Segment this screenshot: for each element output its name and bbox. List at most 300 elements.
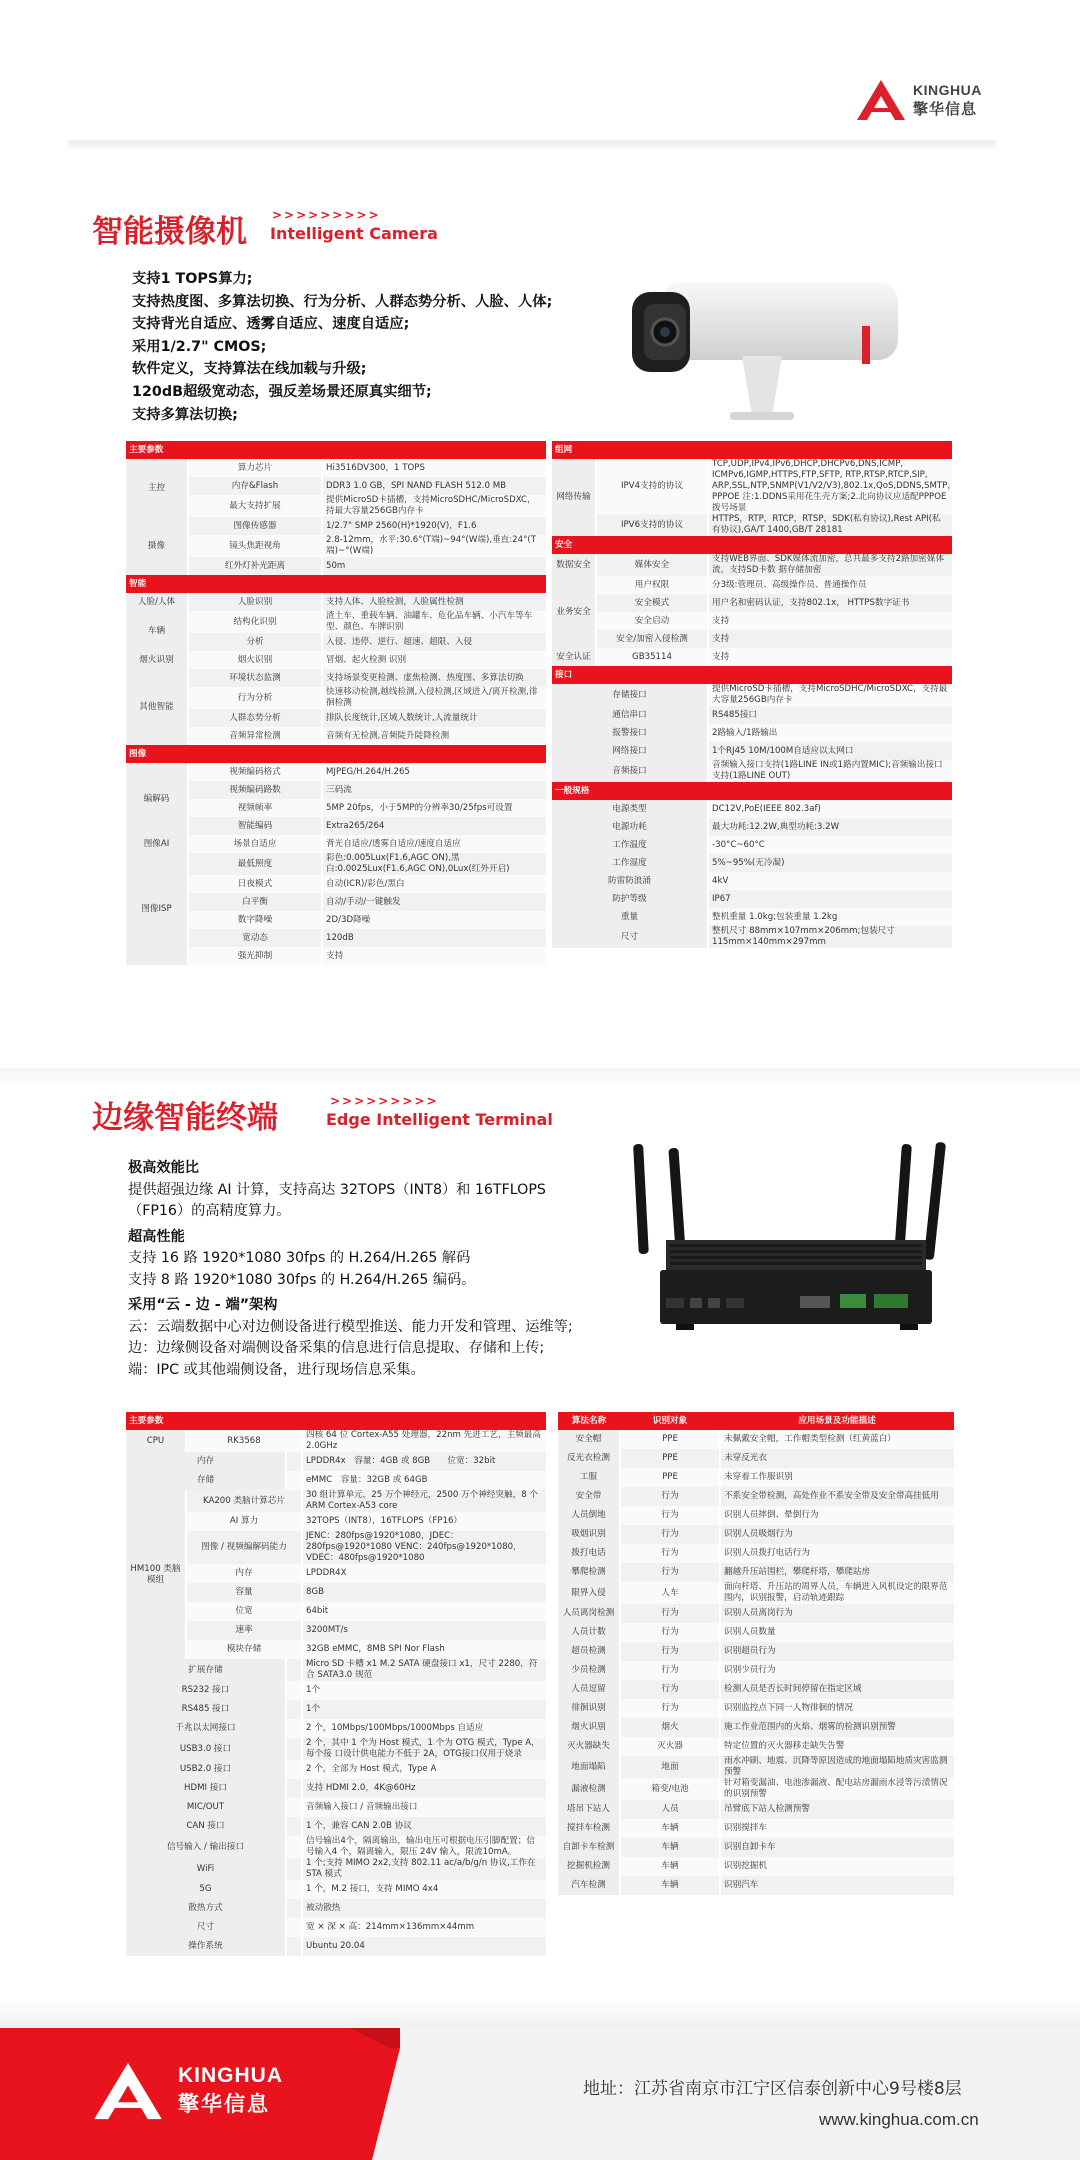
row-value: 2.8-12mm，水平:30.6°(T端)~94°(W端),垂直:24°(T端)~°(W端) [322,535,546,557]
table-row [126,1858,546,1880]
row-value: 1个 [302,1700,546,1719]
scenario-description: 识别少员行为 [720,1661,954,1680]
scenario-description: 识别人员离岗行为 [720,1604,954,1623]
row-label: 媒体安全 [596,554,708,576]
row-value: 5%~95%(无冷凝) [708,854,952,872]
table-row [552,742,952,760]
table-row [558,1756,954,1778]
row-label: GB35114 [596,648,708,666]
table-row [126,835,546,853]
row-value: 50m [322,557,546,575]
edge-arrows: >>>>>>>>> [330,1094,439,1108]
algorithm-name: 拨打电话 [558,1544,620,1563]
row-spacer [286,1858,302,1880]
table-row [552,908,952,926]
row-value: 整机尺寸 88mm×107mm×206mm;包装尺寸 115mm×140mm×297mm [708,926,952,948]
row-value: 音频有无检测,音频陡升陡降检测 [322,727,546,745]
scenario-description: 识别超员行为 [720,1642,954,1661]
table-row [126,709,546,727]
table-row [558,1544,954,1563]
algorithm-name: 人员计数 [558,1623,620,1642]
table-row [552,554,952,576]
row-value: 支持 [322,947,546,965]
desc-heading: 极高效能比 [128,1160,199,1176]
row-group-label: 其他智能 [126,669,188,745]
algorithm-name: 超员检测 [558,1642,620,1661]
recognition-object: 行为 [620,1642,720,1661]
camera-features [132,268,552,426]
row-label: 工作温度 [552,836,708,854]
table-section-header [552,782,952,800]
recognition-object: 行为 [620,1699,720,1718]
row-label: 速率 [186,1621,302,1640]
table-row [126,1602,546,1621]
row-spacer [286,1817,302,1836]
table-row [558,1661,954,1680]
row-value: Ubuntu 20.04 [302,1937,546,1956]
table-row [126,1880,546,1899]
row-label: 烟火识别 [188,651,322,669]
table-row [552,836,952,854]
table-row [558,1819,954,1838]
brand-en: KINGHUA [913,81,982,98]
algorithm-name: 安全带 [558,1487,620,1506]
row-label: 音频异常检测 [188,727,322,745]
section-title: 图像 [126,745,546,763]
camera-spec-table-left [126,441,546,965]
scenario-description: 识别挖掘机 [720,1857,954,1876]
algorithm-name: 徘徊识别 [558,1699,620,1718]
row-label: CPU [126,1430,186,1452]
table-row [552,514,952,536]
table-row [126,1640,546,1659]
row-value: 用户名和密码认证，支持802.1x， HTTPS数字证书 [708,594,952,612]
row-group-label: 编解码 [126,763,188,835]
row-value: 背光自适应/透雾自适应/速度自适应 [322,835,546,853]
row-spacer [286,1899,302,1918]
table-row [126,893,546,911]
row-label: 白平衡 [188,893,322,911]
table-row [552,612,952,630]
row-value: 提供MicroSD卡插槽，支持MicroSDHC/MicroSDXC，持最大容量256GB内存卡 [322,495,546,517]
table-row [126,911,546,929]
scenario-description: 检测人员是否长时间停留在指定区域 [720,1680,954,1699]
desc-line: 支持 16 路 1920*1080 30fps 的 H.264/H.265 解码 [128,1250,471,1266]
row-value: HTTPS，RTP，RTCP，RTSP，SDK(私有协议),Rest API(私有协议),GA/T 1400,GB/T 28181 [708,514,952,536]
row-value: 提供MicroSD卡插槽，支持MicroSDHC/MicroSDXC，支持最大容量256GB内存卡 [708,684,952,706]
row-value: 支持 [708,612,952,630]
row-value: 排队长度统计,区域人数统计,人流量统计 [322,709,546,727]
row-value: 入侵、违停、逆行、超速、超限、入侵 [322,633,546,651]
row-label: 强光抑制 [188,947,322,965]
row-label: 存储 [126,1471,286,1490]
feature-line: 支持多算法切换; [132,406,238,423]
table-row [126,593,546,611]
row-value: 冒烟、起火检测 识别 [322,651,546,669]
recognition-object: 车辆 [620,1819,720,1838]
row-group-label: 摄像 [126,517,188,575]
row-value: 支持 HDMI 2.0，4K@60Hz [302,1779,546,1798]
recognition-object: 行为 [620,1661,720,1680]
row-value: DC12V,PoE(IEEE 802.3af) [708,800,952,818]
recognition-object: 灭火器 [620,1737,720,1756]
row-value: LPDDR4X [302,1564,546,1583]
row-label: 工作湿度 [552,854,708,872]
row-spacer [286,1659,302,1681]
scenario-description: 识别自卸卡车 [720,1838,954,1857]
row-label: RS232 接口 [126,1681,286,1700]
brand-zh: 擎华信息 [913,99,978,118]
row-value: 三码流 [322,781,546,799]
algorithm-name: 工服 [558,1468,620,1487]
row-value: TCP,UDP,IPv4,IPv6,DHCP,DHCPv6,DNS,ICMP, ICMPv6,IGMP,HTTPS,FTP,SFTP, RTP,RTSP,RTCP,SIP, ARP,SSL,NTP,SNMP(V1/V2/V3),802.1x,QoS,DDNS,SMTP，PPPOE 注:1.DDNS采用花生壳方案;2.北向协议应适配PPPOE拨号场景 [708,459,952,514]
scenario-description: 未穿反光衣 [720,1449,954,1468]
row-label: 视频编码路数 [188,781,322,799]
row-value: 音频输入接口支持(1路LINE IN或1路内置MIC);音频输出接口支持(1路LINE OUT) [708,760,952,782]
recognition-object: 地面 [620,1756,720,1778]
row-label: 内存&Flash [188,477,322,495]
table-row [558,1563,954,1582]
table-row [552,890,952,908]
section-title: 主要参数 [126,1412,546,1430]
row-value: 2 个，全部为 Host 模式，Type A [302,1760,546,1779]
table-row [558,1778,954,1800]
column-header: 应用场景及功能描述 [720,1412,954,1430]
row-value: 32GB eMMC，8MB SPI Nor Flash [302,1640,546,1659]
row-group-label: 主控 [126,459,188,517]
row-value: Hi3516DV300，1 TOPS [322,459,546,477]
recognition-object: 人车 [620,1582,720,1604]
row-label: 图像 / 视频编解码能力 [186,1531,302,1564]
top-divider [68,140,996,149]
scenario-description: 识别人员摔倒、晕倒行为 [720,1506,954,1525]
row-value: 1个 [302,1681,546,1700]
row-label: 结构化识别 [188,611,322,633]
section-title: 智能 [126,575,546,593]
algorithm-name: 搅拌车检测 [558,1819,620,1838]
table-row [558,1525,954,1544]
table-row [126,557,546,575]
row-label: 电源类型 [552,800,708,818]
kinghua-logo-icon [855,78,907,122]
feature-line: 支持1 TOPS算力; [132,271,253,287]
row-group-label: 业务安全 [552,576,596,648]
desc-heading: 超高性能 [128,1228,185,1245]
row-label: 位宽 [186,1602,302,1621]
row-label: AI 算力 [186,1512,302,1531]
header-logo [855,78,982,122]
table-row [126,651,546,669]
row-value: Extra265/264 [322,817,546,835]
algorithm-name: 烟火识别 [558,1718,620,1737]
row-label: RS485 接口 [126,1700,286,1719]
row-value: MJPEG/H.264/H.265 [322,763,546,781]
scenario-description: 翻越升压站围栏，攀爬杆塔，攀爬站房 [720,1563,954,1582]
row-spacer [286,1452,302,1471]
edge-title-en: Edge Intelligent Terminal [326,1110,553,1129]
recognition-object: 行为 [620,1604,720,1623]
row-label: USB2.0 接口 [126,1760,286,1779]
desc-line: 端：IPC 或其他端侧设备，进行现场信息采集。 [128,1361,425,1378]
table-row [558,1487,954,1506]
row-label: 存储接口 [552,684,708,706]
row-label: 电源功耗 [552,818,708,836]
row-value: 64bit [302,1602,546,1621]
row-value: 快速移动检测,越线检测,入侵检测,区域进入/离开检测,徘徊检测 [322,687,546,709]
row-value: 支持WEB界面、SDK媒体流加密，总共最多支持2路加密媒体流，支持SD卡数 据存储加密 [708,554,952,576]
footer-brand-zh: 擎华信息 [178,2092,270,2116]
row-label: 日夜模式 [188,875,322,893]
scenario-description: 特定位置的灭火器移走缺失告警 [720,1737,954,1756]
algorithm-name: 塔吊下站人 [558,1800,620,1819]
table-row [126,947,546,965]
table-row [126,1937,546,1956]
table-row [126,633,546,651]
row-label: 视频帧率 [188,799,322,817]
table-row [558,1604,954,1623]
table-row [126,781,546,799]
row-spacer [286,1918,302,1937]
row-label: 内存 [186,1564,302,1583]
table-row [126,1836,546,1858]
row-value: 1 个，M.2 接口，支持 MIMO 4x4 [302,1880,546,1899]
table-row [126,1899,546,1918]
row-value: 3200MT/s [302,1621,546,1640]
table-row [126,1452,546,1471]
edge-terminal-image-icon [630,1140,960,1370]
table-row [558,1506,954,1525]
row-value: 四核 64 位 Cortex-A55 处理器，22nm 先进工艺，主频最高 2.0GHz [302,1430,546,1452]
row-value: RS485接口 [708,706,952,724]
table-row [126,875,546,893]
table-row [126,495,546,517]
table-row [552,594,952,612]
table-row [126,459,546,477]
row-value: eMMC 容量：32GB 或 64GB [302,1471,546,1490]
recognition-object: 烟火 [620,1718,720,1737]
row-value: Micro SD 卡槽 x1 M.2 SATA 硬盘接口 x1，尺寸 2280，符合 SATA3.0 规范 [302,1659,546,1681]
row-value: 30 组计算单元，25 万个神经元，2500 万个神经突触，8 个ARM Cortex-A53 core [302,1490,546,1512]
recognition-object: 人员 [620,1800,720,1819]
edge-title: 边缘智能终端 [92,1100,278,1136]
row-value: 信号输出4个，隔离输出，输出电压可根据电压引脚配置；信号输入4 个，隔离输入，限压 24V 输入，限流10mA。 [302,1836,546,1858]
row-value: 4kV [708,872,952,890]
table-row [126,1659,546,1681]
row-model: RK3568 [186,1430,302,1452]
table-row [126,799,546,817]
row-group-label: 数据安全 [552,554,596,576]
algorithm-name: 吸烟识别 [558,1525,620,1544]
desc-heading: 采用“云 - 边 - 端”架构 [128,1297,278,1313]
table-row [558,1623,954,1642]
table-section-header [126,745,546,763]
row-value: 自动/手动/一键触发 [322,893,546,911]
row-label: 操作系统 [126,1937,286,1956]
table-row [552,630,952,648]
row-value: 支持场景变更检测、虚焦检测、热度图、多算法切换 [322,669,546,687]
row-spacer [286,1719,302,1738]
recognition-object: 行为 [620,1525,720,1544]
table-row [126,1738,546,1760]
row-label: 散热方式 [126,1899,286,1918]
recognition-object: 行为 [620,1506,720,1525]
row-value: 2 个，10Mbps/100Mbps/1000Mbps 自适应 [302,1719,546,1738]
recognition-object: PPE [620,1430,720,1449]
algorithm-name: 挖掘机检测 [558,1857,620,1876]
row-label: 5G [126,1880,286,1899]
table-row [552,459,952,514]
row-label: WiFi [126,1858,286,1880]
section-title: 组网 [552,441,952,459]
recognition-object: 箱变/电池 [620,1778,720,1800]
table-row [126,535,546,557]
row-value: 被动散热 [302,1899,546,1918]
row-value: 支持 [708,648,952,666]
row-label: 宽动态 [188,929,322,947]
scenario-description: 不系安全带检测，高处作业不系安全带及安全带高挂低用 [720,1487,954,1506]
row-label: 人脸识别 [188,593,322,611]
scenario-description: 识别人员吸烟行为 [720,1525,954,1544]
algorithm-name: 自卸卡车检测 [558,1838,620,1857]
row-group-label: 图像AI [126,835,188,853]
row-value: 2 个，其中 1 个为 Host 模式，1 个为 OTG 模式，Type A，每个接 口设计供电能力不低于 2A，OTG接口仅用于烧录 [302,1738,546,1760]
table-row [552,872,952,890]
row-label: 行为分析 [188,687,322,709]
row-spacer [286,1880,302,1899]
table-row [126,517,546,535]
table-row [558,1876,954,1895]
table-header-row [558,1412,954,1430]
table-row [126,611,546,633]
table-row [126,1471,546,1490]
recognition-object: PPE [620,1468,720,1487]
table-row [126,1918,546,1937]
row-value: 2路输入/1路输出 [708,724,952,742]
algorithm-name: 汽车检测 [558,1876,620,1895]
row-value: 1/2.7" SMP 2560(H)*1920(V)，F1.6 [322,517,546,535]
row-label: 数字降噪 [188,911,322,929]
table-row [126,1621,546,1640]
scenario-description: 识别搅拌车 [720,1819,954,1838]
table-row [126,1564,546,1583]
table-row [126,669,546,687]
table-row [552,926,952,948]
table-row [552,818,952,836]
row-label: 视频编码格式 [188,763,322,781]
row-value: 1个RJ45 10M/100M自适应以太网口 [708,742,952,760]
row-group-label: 人脸/人体 [126,593,188,611]
scenario-description: 面向杆塔、升压站的周界人员，车辆进入风机设定的限界范围内，识别报警，启动轨迹跟踪 [720,1582,954,1604]
column-header: 算法名称 [558,1412,620,1430]
algorithm-name: 少员检测 [558,1661,620,1680]
table-row [558,1800,954,1819]
table-row [558,1699,954,1718]
desc-line: 云：云端数据中心对边侧设备进行模型推送、能力开发和管理、运维等; [128,1318,573,1335]
edge-spec-table-left [126,1412,546,1956]
row-label: 算力芯片 [188,459,322,477]
scenario-description: 识别汽车 [720,1876,954,1895]
feature-line: 支持热度图、多算法切换、行为分析、人群态势分析、人脸、人体; [132,293,553,310]
row-value: 1 个，兼容 CAN 2.0B 协议 [302,1817,546,1836]
table-row [552,854,952,872]
section-title: 一般规格 [552,782,952,800]
row-value: LPDDR4x 容量：4GB 或 8GB 位宽：32bit [302,1452,546,1471]
row-value: 8GB [302,1583,546,1602]
row-value: 整机重量 1.0kg;包装重量 1.2kg [708,908,952,926]
row-label: 容量 [186,1583,302,1602]
row-label: 安全模式 [596,594,708,612]
camera-spec-table-right [552,441,956,948]
camera-title: 智能摄像机 [92,214,247,250]
recognition-object: 车辆 [620,1857,720,1876]
row-label: 千兆以太网接口 [126,1719,286,1738]
row-label: 扩展存储 [126,1659,286,1681]
row-spacer [286,1836,302,1858]
algorithm-name: 灭火器缺失 [558,1737,620,1756]
row-value: JENC：280fps@1920*1080，JDEC：280fps@1920*1080 VENC：240fps@1920*1080，VDEC：480fps@1920*1080 [302,1531,546,1564]
algorithm-name: 限界入侵 [558,1582,620,1604]
recognition-object: 行为 [620,1563,720,1582]
row-value: -30°C~60°C [708,836,952,854]
row-value: DDR3 1.0 GB，SPI NAND FLASH 512.0 MB [322,477,546,495]
row-label: 模块存储 [186,1640,302,1659]
table-row [558,1449,954,1468]
algorithm-name: 人员逗留 [558,1680,620,1699]
row-value: 5MP 20fps，小于5MP的分辨率30/25fps可设置 [322,799,546,817]
row-label: 镜头焦距视角 [188,535,322,557]
algorithm-name: 地面塌陷 [558,1756,620,1778]
algorithm-name: 安全帽 [558,1430,620,1449]
table-row [126,1760,546,1779]
row-label: MIC/OUT [126,1798,286,1817]
row-value: 宽 × 深 × 高：214mm×136mm×44mm [302,1918,546,1937]
row-label: 尺寸 [552,926,708,948]
table-row [558,1582,954,1604]
row-label: 图像传感器 [188,517,322,535]
table-row [558,1468,954,1487]
scenario-description: 施工作业范围内的火焰、烟雾的检测识别预警 [720,1718,954,1737]
table-row [552,576,952,594]
row-group-label: 图像ISP [126,853,188,965]
camera-image-icon [632,276,902,424]
row-value: 支持 [708,630,952,648]
feature-line: 采用1/2.7" CMOS; [132,338,267,355]
row-label: USB3.0 接口 [126,1738,286,1760]
desc-line: （FP16）的高精度算力。 [128,1203,291,1219]
recognition-object: 车辆 [620,1838,720,1857]
row-group-label: 安全认证 [552,648,596,666]
recognition-object: 行为 [620,1680,720,1699]
row-value: 自动(ICR)/彩色/黑白 [322,875,546,893]
table-row [558,1430,954,1449]
row-label: 场景自适应 [188,835,322,853]
footer-logo [90,2060,283,2122]
edge-algorithm-table [558,1412,954,1895]
row-label: 安全启动 [596,612,708,630]
table-row [126,1583,546,1602]
table-row [558,1642,954,1661]
table-section-header [552,536,952,554]
scenario-description: 未穿着工作服识别 [720,1468,954,1487]
recognition-object: 行为 [620,1487,720,1506]
table-row [126,929,546,947]
footer-brand-en: KINGHUA [178,2064,283,2087]
table-row [126,477,546,495]
footer-website[interactable]: www.kinghua.com.cn [819,2110,979,2129]
row-label: 网络接口 [552,742,708,760]
table-section-header [552,441,952,459]
row-spacer [286,1700,302,1719]
